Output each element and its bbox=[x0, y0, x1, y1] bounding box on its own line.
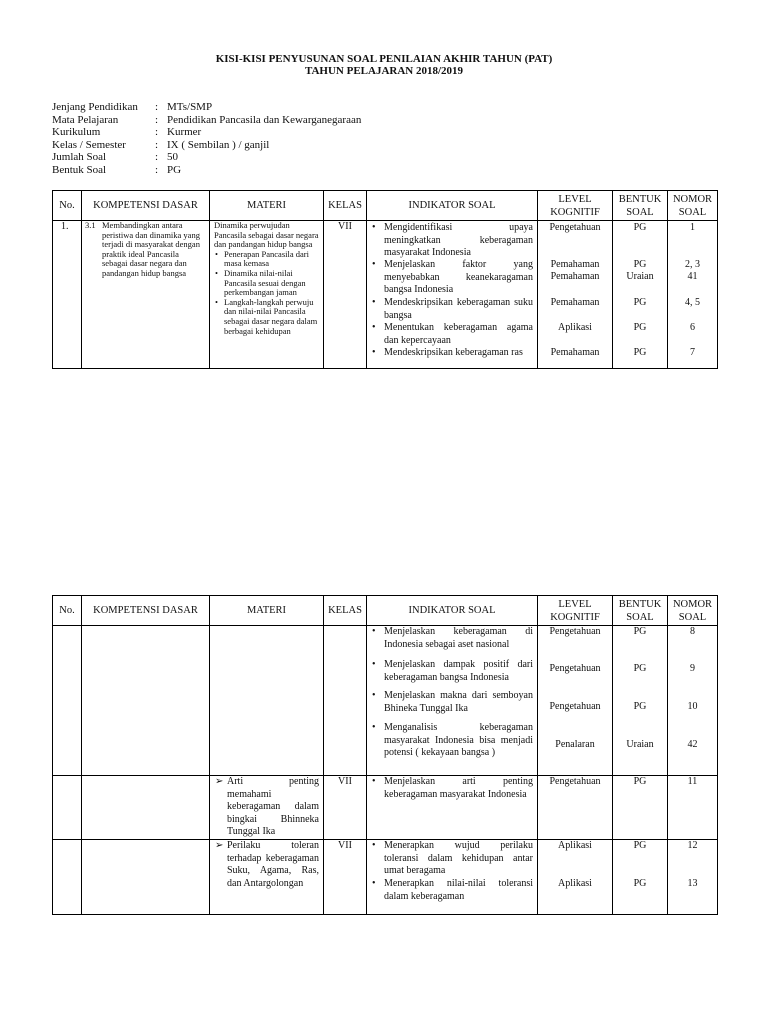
kd-number: 3.1 bbox=[85, 220, 96, 230]
bentuk-value: PG bbox=[633, 663, 647, 674]
bentuk-value: PG bbox=[633, 776, 647, 787]
cell-level bbox=[538, 840, 613, 915]
level-value: Pengetahuan bbox=[549, 626, 601, 637]
col-header-indikator: INDIKATOR SOAL bbox=[367, 596, 538, 626]
cell-kelas bbox=[324, 221, 367, 369]
col-header-kompetensi: KOMPETENSI DASAR bbox=[82, 596, 210, 626]
indikator-text: Menjelaskan makna dari semboyan Bhineka Tunggal Ika bbox=[384, 690, 533, 714]
list-item bbox=[372, 259, 533, 297]
bullet-icon: • bbox=[372, 222, 376, 233]
bullet-icon: • bbox=[372, 347, 376, 358]
bentuk-value: Uraian bbox=[626, 271, 654, 282]
indikator-text: Mendeskripsikan keberagaman ras bbox=[384, 347, 523, 358]
list-item bbox=[372, 347, 533, 360]
identity-block bbox=[52, 101, 361, 177]
meta-colon: : bbox=[155, 101, 159, 113]
materi-intro: Dinamika perwujudan Pancasila sebagai dasar negara dan pandangan hidup bangsa bbox=[214, 220, 319, 250]
list-item bbox=[215, 840, 319, 890]
materi-text: Perilaku toleran terhadap keberagaman Suku, Agama, Ras, dan Antargolongan bbox=[227, 840, 319, 889]
cell-kelas bbox=[324, 776, 367, 840]
header-text: SOAL bbox=[678, 206, 707, 218]
bentuk-value: PG bbox=[633, 347, 647, 358]
meta-colon: : bbox=[155, 113, 159, 126]
nomor-value: 12 bbox=[687, 840, 698, 851]
bullet-icon: • bbox=[372, 722, 376, 733]
materi-list bbox=[214, 250, 320, 336]
meta-value: Kurmer bbox=[167, 126, 202, 139]
kisi-table-1 bbox=[52, 190, 718, 369]
meta-row bbox=[52, 126, 361, 139]
bentuk-value: PG bbox=[633, 297, 647, 308]
document-subtitle: TAHUN PELAJARAN 2018/2019 bbox=[304, 65, 464, 77]
header-text: SOAL bbox=[626, 206, 654, 218]
list-item bbox=[372, 722, 533, 760]
meta-colon: : bbox=[155, 163, 159, 176]
meta-value: 50 bbox=[167, 151, 178, 164]
bullet-icon: • bbox=[372, 322, 376, 333]
document-title: KISI-KISI PENYUSUNAN SOAL PENILAIAN AKHIR TAHUN (PAT) bbox=[215, 53, 553, 65]
nomor-value: 7 bbox=[690, 347, 695, 358]
header-text: KOGNITIF bbox=[550, 611, 600, 623]
meta-label: Bentuk Soal bbox=[52, 163, 107, 176]
meta-value: IX ( Sembilan ) / ganjil bbox=[167, 138, 270, 151]
nomor-value: 13 bbox=[687, 878, 698, 889]
cell-materi bbox=[210, 221, 324, 369]
header-text: KOGNITIF bbox=[550, 206, 600, 218]
list-item: • Penerapan Pancasila dari masa kemasa bbox=[214, 250, 320, 269]
list-item bbox=[372, 322, 533, 347]
meta-row bbox=[52, 101, 361, 114]
indikator-text: Menganalisis keberagaman masyarakat Indonesia bisa menjadi potensi ( kekayaan bangsa ) bbox=[384, 722, 533, 758]
cell-bentuk bbox=[613, 776, 668, 840]
nomor-value: 10 bbox=[687, 701, 698, 712]
bentuk-value: PG bbox=[633, 259, 647, 270]
list-item: • Dinamika nilai-nilai Pancasila sesuai dengan perkembangan jaman bbox=[214, 269, 320, 298]
cell-no bbox=[53, 840, 82, 915]
bentuk-value: PG bbox=[633, 222, 647, 233]
meta-colon: : bbox=[155, 126, 159, 139]
level-value: Pemahaman bbox=[550, 271, 600, 282]
level-value: Aplikasi bbox=[558, 878, 592, 889]
cell-indikator bbox=[367, 626, 538, 776]
indikator-text: Mengidentifikasi upaya meningkatkan keberagaman masyarakat Indonesia bbox=[384, 222, 533, 258]
kelas-value: VII bbox=[338, 221, 352, 232]
col-header-kelas: KELAS bbox=[324, 191, 367, 221]
level-value: Penalaran bbox=[555, 739, 595, 750]
cell-nomor bbox=[668, 776, 718, 840]
cell-kelas bbox=[324, 626, 367, 776]
bentuk-value: PG bbox=[633, 840, 647, 851]
cell-level bbox=[538, 776, 613, 840]
bentuk-value: Uraian bbox=[626, 739, 654, 750]
header-text: NOMOR bbox=[672, 193, 713, 205]
bullet-icon: • bbox=[372, 297, 376, 308]
cell-indikator bbox=[367, 776, 538, 840]
cell-kompetensi bbox=[82, 776, 210, 840]
col-header-bentuk bbox=[613, 596, 668, 626]
indikator-text: Menjelaskan keberagaman di Indonesia sebagai aset nasional bbox=[384, 626, 533, 650]
list-item bbox=[372, 840, 533, 878]
level-value: Aplikasi bbox=[558, 322, 592, 333]
indikator-text: Menjelaskan arti penting keberagaman masyarakat Indonesia bbox=[384, 776, 533, 800]
cell-level bbox=[538, 626, 613, 776]
indikator-text: Menentukan keberagaman agama dan kepercayaan bbox=[384, 322, 533, 346]
kelas-value: VII bbox=[338, 840, 352, 851]
bentuk-value: PG bbox=[633, 701, 647, 712]
bullet-icon: • bbox=[372, 659, 376, 670]
list-item bbox=[372, 222, 533, 260]
nomor-value: 2, 3 bbox=[685, 259, 700, 270]
col-header-kelas: KELAS bbox=[324, 596, 367, 626]
cell-materi bbox=[210, 626, 324, 776]
header-text: LEVEL bbox=[558, 193, 592, 205]
nomor-value: 4, 5 bbox=[685, 297, 700, 308]
col-header-materi: MATERI bbox=[210, 191, 324, 221]
kd-text: Membandingkan antara peristiwa dan dinamika yang terjadi di masyarakat dengan praktik ideal Pancasila sebagai dasar negara dan pandangan hidup bangsa bbox=[102, 220, 200, 278]
nomor-value: 9 bbox=[690, 663, 695, 674]
meta-label: Kurikulum bbox=[52, 126, 101, 139]
header-text: SOAL bbox=[626, 611, 654, 623]
bullet-icon: • bbox=[372, 776, 376, 787]
table-row bbox=[53, 221, 718, 369]
col-header-kompetensi: KOMPETENSI DASAR bbox=[82, 191, 210, 221]
meta-row bbox=[52, 151, 361, 164]
list-item bbox=[372, 659, 533, 684]
level-value: Pengetahuan bbox=[549, 701, 601, 712]
level-value: Aplikasi bbox=[558, 840, 592, 851]
cell-no bbox=[53, 776, 82, 840]
indikator-text: Menerapkan wujud perilaku toleransi dalam kehidupan antar umat beragama bbox=[384, 840, 533, 876]
meta-row bbox=[52, 164, 361, 177]
bullet-icon: • bbox=[372, 626, 376, 637]
header-text: BENTUK bbox=[618, 598, 662, 610]
cell-materi bbox=[210, 840, 324, 915]
meta-row bbox=[52, 139, 361, 152]
bentuk-value: PG bbox=[633, 878, 647, 889]
level-value: Pengetahuan bbox=[549, 222, 601, 233]
list-item: • Langkah-langkah perwuju dan nilai-nilai Pancasila sebagai dasar negara dalam berbagai kehidupan bbox=[214, 298, 320, 336]
cell-bentuk bbox=[613, 840, 668, 915]
meta-colon: : bbox=[155, 151, 159, 164]
col-header-no: No. bbox=[53, 191, 82, 221]
list-item bbox=[372, 690, 533, 715]
col-header-bentuk bbox=[613, 191, 668, 221]
bullet-icon: • bbox=[372, 690, 376, 701]
level-value: Pengetahuan bbox=[549, 663, 601, 674]
table-row bbox=[53, 776, 718, 840]
nomor-value: 42 bbox=[687, 739, 698, 750]
list-item bbox=[215, 776, 319, 839]
meta-label: Jenjang Pendidikan bbox=[52, 101, 138, 113]
cell-kelas bbox=[324, 840, 367, 915]
col-header-indikator: INDIKATOR SOAL bbox=[367, 191, 538, 221]
kelas-value: VII bbox=[338, 776, 352, 787]
list-item bbox=[372, 297, 533, 322]
header-text: NOMOR bbox=[672, 598, 713, 610]
meta-value: Pendidikan Pancasila dan Kewarganegaraan bbox=[167, 113, 362, 126]
kisi-table-2 bbox=[52, 595, 718, 915]
cell-indikator bbox=[367, 840, 538, 915]
header-text: LEVEL bbox=[558, 598, 592, 610]
table-header-row bbox=[53, 596, 718, 626]
cell-no bbox=[53, 221, 82, 369]
nomor-value: 1 bbox=[690, 222, 695, 233]
cell-materi bbox=[210, 776, 324, 840]
bullet-icon: • bbox=[372, 840, 376, 851]
list-item bbox=[372, 626, 533, 651]
col-header-level bbox=[538, 596, 613, 626]
header-text: SOAL bbox=[678, 611, 707, 623]
indikator-text: Menjelaskan dampak positif dari keberagaman bangsa Indonesia bbox=[384, 659, 533, 683]
bentuk-value: PG bbox=[633, 626, 647, 637]
cell-nomor bbox=[668, 840, 718, 915]
meta-row bbox=[52, 114, 361, 127]
row-number: 1. bbox=[61, 221, 69, 232]
nomor-value: 6 bbox=[690, 322, 695, 333]
col-header-no: No. bbox=[53, 596, 82, 626]
materi-text: Arti penting memahami keberagaman dalam bingkai Bhinneka Tunggal Ika bbox=[227, 776, 319, 837]
meta-label: Mata Pelajaran bbox=[52, 113, 119, 126]
nomor-value: 41 bbox=[687, 271, 698, 282]
col-header-nomor bbox=[668, 596, 718, 626]
header-text: BENTUK bbox=[618, 193, 662, 205]
cell-bentuk bbox=[613, 626, 668, 776]
meta-label: Jumlah Soal bbox=[52, 151, 107, 164]
arrow-bullet-icon: ➢ bbox=[215, 840, 224, 851]
bentuk-value: PG bbox=[633, 322, 647, 333]
meta-colon: : bbox=[155, 138, 159, 151]
table-header-row bbox=[53, 191, 718, 221]
indikator-text: Mendeskripsikan keberagaman suku bangsa bbox=[384, 297, 533, 321]
cell-indikator bbox=[367, 221, 538, 369]
bullet-icon: • bbox=[372, 259, 376, 270]
cell-nomor bbox=[668, 626, 718, 776]
col-header-level bbox=[538, 191, 613, 221]
meta-label: Kelas / Semester bbox=[52, 138, 126, 151]
level-value: Pengetahuan bbox=[549, 776, 601, 787]
table-row bbox=[53, 626, 718, 776]
cell-kompetensi bbox=[82, 221, 210, 369]
nomor-value: 11 bbox=[687, 776, 698, 787]
indikator-text: Menerapkan nilai-nilai toleransi dalam keberagaman bbox=[384, 878, 533, 902]
bullet-icon: • bbox=[372, 878, 376, 889]
cell-bentuk bbox=[613, 221, 668, 369]
cell-level bbox=[538, 221, 613, 369]
col-header-materi: MATERI bbox=[210, 596, 324, 626]
list-item bbox=[372, 878, 533, 903]
level-value: Pemahaman bbox=[550, 259, 600, 270]
meta-value: MTs/SMP bbox=[167, 101, 213, 113]
col-header-nomor bbox=[668, 191, 718, 221]
cell-no bbox=[53, 626, 82, 776]
table-row bbox=[53, 840, 718, 915]
cell-kompetensi bbox=[82, 626, 210, 776]
meta-value: PG bbox=[167, 163, 182, 176]
level-value: Pemahaman bbox=[550, 347, 600, 358]
cell-kompetensi bbox=[82, 840, 210, 915]
nomor-value: 8 bbox=[690, 626, 695, 637]
list-item bbox=[372, 776, 533, 801]
indikator-text: Menjelaskan faktor yang menyebabkan keanekaragaman bangsa Indonesia bbox=[384, 259, 533, 295]
level-value: Pemahaman bbox=[550, 297, 600, 308]
arrow-bullet-icon: ➢ bbox=[215, 776, 224, 787]
cell-nomor bbox=[668, 221, 718, 369]
